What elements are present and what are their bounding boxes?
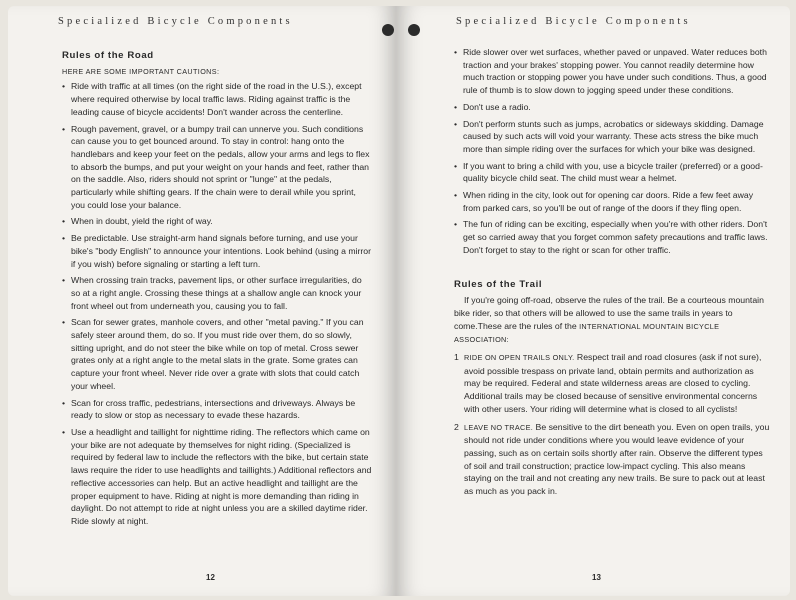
- section-subtitle: HERE ARE SOME IMPORTANT CAUTIONS:: [62, 66, 220, 76]
- trail-intro-text: If you're going off-road, observe the rules of the trail. Be a courteous mountain bike rider, so that others will be allowed to use the same trails in years to come.These are the rules of the: [454, 295, 764, 331]
- list-item: • Use a headlight and taillight for nighttime riding. The reflectors which came on your bike are not adequate by themselves for night riding. (Specialized is required by federal law to include the reflectors with the bike, but certain state laws require the rider to use headlights and taillights.) Additional reflectors and reflective accessories can help. But an active headlight and taillight are the proper equipment to have. Riding at night is more demanding than riding in daylight. Do not attempt to ride at night unless you are a skilled daytime rider. Ride slowly at night.: [62, 426, 372, 528]
- list-item: • Scan for sewer grates, manhole covers, and other "metal paving." If you can safely steer around them, do so. If you must ride over them, do so slowly, sitting upright, and do not steer the bike while on top of metal. Cross sewer grates only at a right angle to the metal slats in the grate. Some grates can capture your front wheel. Never ride over a grate with slots that could catch your wheel.: [62, 316, 372, 392]
- cautions-list: [62, 80, 372, 527]
- right-content: [454, 46, 770, 503]
- rule-number: 2: [454, 421, 459, 432]
- list-item: • If you want to bring a child with you, use a bicycle trailer (preferred) or a good-quality bicycle child seat. The child must wear a helmet.: [454, 160, 770, 185]
- list-item: [454, 351, 770, 416]
- rule-text: Respect trail and road closures (ask if not sure), avoid possible trespass on private land, obtain permits and authorization as may be required. Federal and state wilderness areas are closed to cycling. Additional trails may be closed because of sensitive environmental concerns with other users. Your riding will determine what is closed to all cyclists!: [464, 352, 762, 414]
- trail-intro-org: INTERNATIONAL MOUNTAIN BICYCLE ASSOCIATION:: [454, 321, 720, 345]
- right-page: [396, 6, 790, 596]
- page-number: 13: [592, 573, 601, 582]
- binder-hole-icon: [382, 24, 394, 36]
- trail-intro: [454, 294, 770, 347]
- page-number: 12: [206, 573, 215, 582]
- list-item: • Don't use a radio.: [454, 101, 770, 114]
- list-item: • Don't perform stunts such as jumps, acrobatics or sideways skidding. Damage caused by such acts will void your warranty. These acts stress the bike much more than simple riding over the surfaces for which your bike was designed.: [454, 118, 770, 156]
- rule-text: Be sensitive to the dirt beneath you. Even on open trails, you should not ride under conditions where you would leave evidence of your passing, such as on certain soils shortly after rain. Observe the different types of soil and trail construction; practice low-impact cycling. This also means staying on the trail and not creating any new trails. Be sure to pack out at least as much as you pack in.: [464, 421, 770, 497]
- list-item: • The fun of riding can be exciting, especially when you're with other riders. Don't get so carried away that you forget common safety precautions and traffic laws. Don't forget to stay to the right or scan for other traffic.: [454, 218, 770, 256]
- binder-hole-icon: [408, 24, 420, 36]
- rule-number: 1: [454, 352, 459, 363]
- list-item: • Be predictable. Use straight-arm hand signals before turning, and use your bike's "body English" to announce your intentions. Look behind (using a mirror if you wish) before signaling or starting a left turn.: [62, 232, 372, 270]
- left-content: [62, 50, 372, 532]
- list-item: • Rough pavement, gravel, or a bumpy trail can unnerve you. Such conditions can cause you to get bounced around. To stay in control: hang onto the handlebars and keep your feet on the pedals, allow your arms and legs to flex to absorb the bumps, and put your weight on your hands and feet, rather than on the saddle. Also, riders should not sprint or "lunge" at the pedals, particularly while shifting gears. If the chain were to derail while you sprint, you could lose your balance.: [62, 123, 372, 212]
- list-item: • Ride with traffic at all times (on the right side of the road in the U.S.), except where required otherwise by local traffic laws. Riding against traffic is the leading cause of bicycle accidents! Don't wander across the centerline.: [62, 80, 372, 118]
- list-item: [454, 421, 770, 498]
- rule-lead: RIDE ON OPEN TRAILS ONLY.: [464, 353, 575, 363]
- section-title: Rules of the Road: [62, 50, 154, 61]
- trail-section-title: Rules of the Trail: [454, 278, 543, 290]
- running-header: Specialized Bicycle Components: [456, 16, 691, 27]
- left-page: [8, 6, 396, 596]
- list-item: • When crossing train tracks, pavement lips, or other surface irregularities, do so at a right angle. Crossing these things at a shallow angle can knock your front wheel out from underneath you, causing you to fall.: [62, 274, 372, 312]
- list-item: • When riding in the city, look out for opening car doors. Ride a few feet away from parked cars, so you'll be out of range of the doors if they fling open.: [454, 189, 770, 214]
- running-header: Specialized Bicycle Components: [58, 16, 293, 27]
- rule-lead: LEAVE NO TRACE.: [464, 422, 534, 432]
- trail-rules-list: [454, 351, 770, 498]
- list-item: • Ride slower over wet surfaces, whether paved or unpaved. Water reduces both traction and your brakes' stopping power. You cannot readily determine how much traction or stopping power you have under such conditions. Thus, a good rule of thumb is to slow down to jogging speed under these conditions.: [454, 46, 770, 97]
- cautions-list-continued: [454, 46, 770, 257]
- list-item: • When in doubt, yield the right of way.: [62, 215, 372, 228]
- list-item: • Scan for cross traffic, pedestrians, intersections and driveways. Always be ready to slow or stop as necessary to evade these hazards.: [62, 397, 372, 422]
